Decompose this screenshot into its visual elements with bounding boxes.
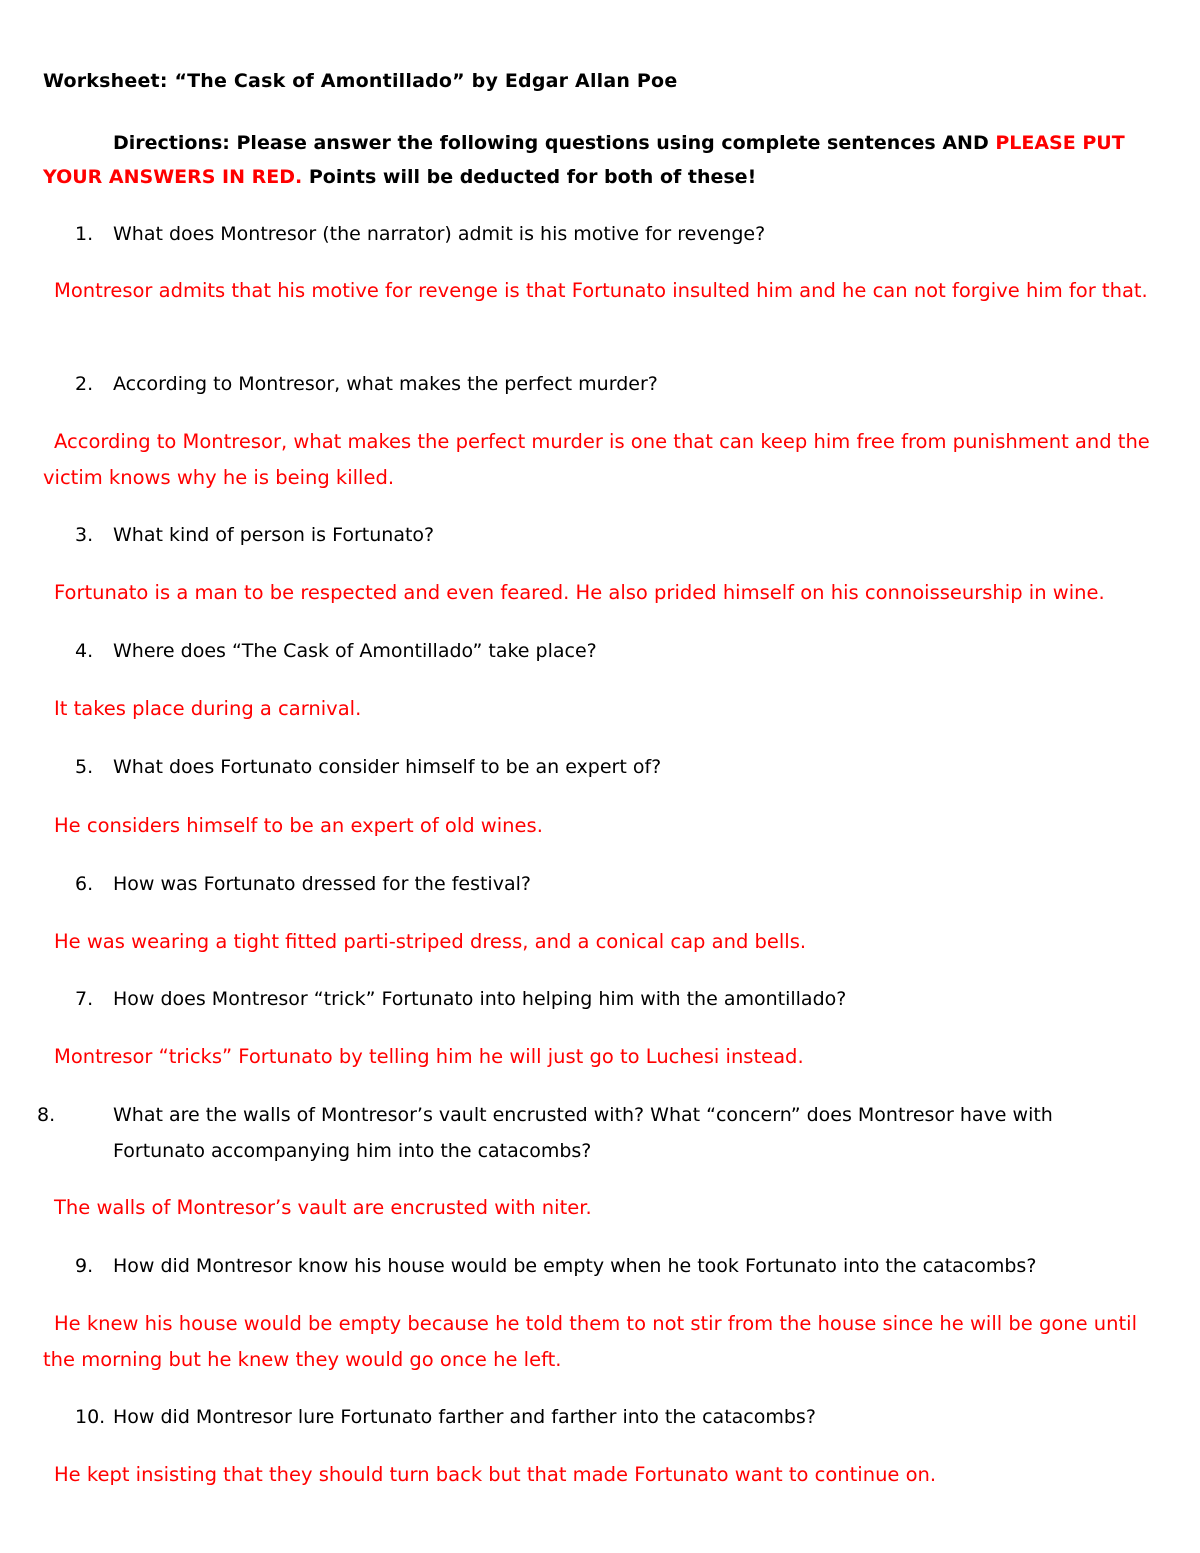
question-5 [75, 749, 1155, 785]
answer-5: He considers himself to be an expert of old wines. [54, 814, 543, 837]
directions-highlight: PLEASE PUT YOUR ANSWERS IN RED. [43, 132, 1125, 188]
question-text: Where does “The Cask of Amontillado” take place? [113, 640, 597, 662]
question-number: 6. [75, 873, 94, 895]
question-number: 1. [75, 223, 94, 245]
question-3 [75, 517, 1155, 553]
question-text: What does Montresor (the narrator) admit is his motive for revenge? [113, 223, 766, 245]
question-number: 2. [75, 373, 94, 395]
question-number: 10. [75, 1406, 106, 1428]
directions-paragraph [43, 126, 1133, 194]
question-2 [75, 366, 1155, 402]
answer-1: Montresor admits that his motive for revenge is that Fortunato insulted him and he can not forgive him for that. [54, 279, 1148, 302]
question-text: What are the walls of Montresor’s vault encrusted with? What “concern” does Montresor have with Fortunato accompanying him into the catacombs? [113, 1104, 1053, 1162]
answer-9: He knew his house would be empty because he told them to not stir from the house since he will be gone until the morning but he knew they would go once he left. [43, 1312, 1138, 1371]
question-text: According to Montresor, what makes the perfect murder? [113, 373, 658, 395]
question-text: How did Montresor know his house would be empty when he took Fortunato into the catacombs? [113, 1255, 1037, 1277]
question-number: 3. [75, 524, 94, 546]
question-4 [75, 633, 1155, 669]
answer-7: Montresor “tricks” Fortunato by telling him he will just go to Luchesi instead. [54, 1045, 804, 1068]
question-number: 4. [75, 640, 94, 662]
question-number: 8. [37, 1104, 56, 1126]
answer-2: According to Montresor, what makes the perfect murder is one that can keep him free from punishment and the victim knows why he is being killed. [43, 430, 1150, 489]
directions-text: Directions: Please answer the following questions using complete sentences AND [113, 132, 996, 154]
answer-3: Fortunato is a man to be respected and even feared. He also prided himself on his connoisseurship in wine. [54, 581, 1105, 604]
question-text: How does Montresor “trick” Fortunato into helping him with the amontillado? [113, 988, 847, 1010]
directions-penalty: Points will be deducted for both of these! [302, 166, 757, 188]
question-9 [75, 1248, 1155, 1284]
answer-6: He was wearing a tight fitted parti-striped dress, and a conical cap and bells. [54, 930, 807, 953]
question-text: What kind of person is Fortunato? [113, 524, 435, 546]
answer-4: It takes place during a carnival. [54, 697, 362, 720]
question-text: How was Fortunato dressed for the festival? [113, 873, 531, 895]
question-number: 7. [75, 988, 94, 1010]
question-number: 5. [75, 756, 94, 778]
answer-10: He kept insisting that they should turn back but that made Fortunato want to continue on. [54, 1463, 937, 1486]
question-10 [75, 1399, 1155, 1435]
worksheet-title: Worksheet: “The Cask of Amontillado” by Edgar Allan Poe [43, 70, 678, 92]
question-number: 9. [75, 1255, 94, 1277]
answer-8: The walls of Montresor’s vault are encrusted with niter. [54, 1196, 592, 1219]
question-text: How did Montresor lure Fortunato farther and farther into the catacombs? [113, 1406, 816, 1428]
question-text: What does Fortunato consider himself to be an expert of? [113, 756, 662, 778]
question-1 [75, 216, 1155, 252]
question-6 [75, 866, 1155, 902]
question-8 [37, 1097, 1143, 1169]
question-7 [75, 981, 1155, 1017]
